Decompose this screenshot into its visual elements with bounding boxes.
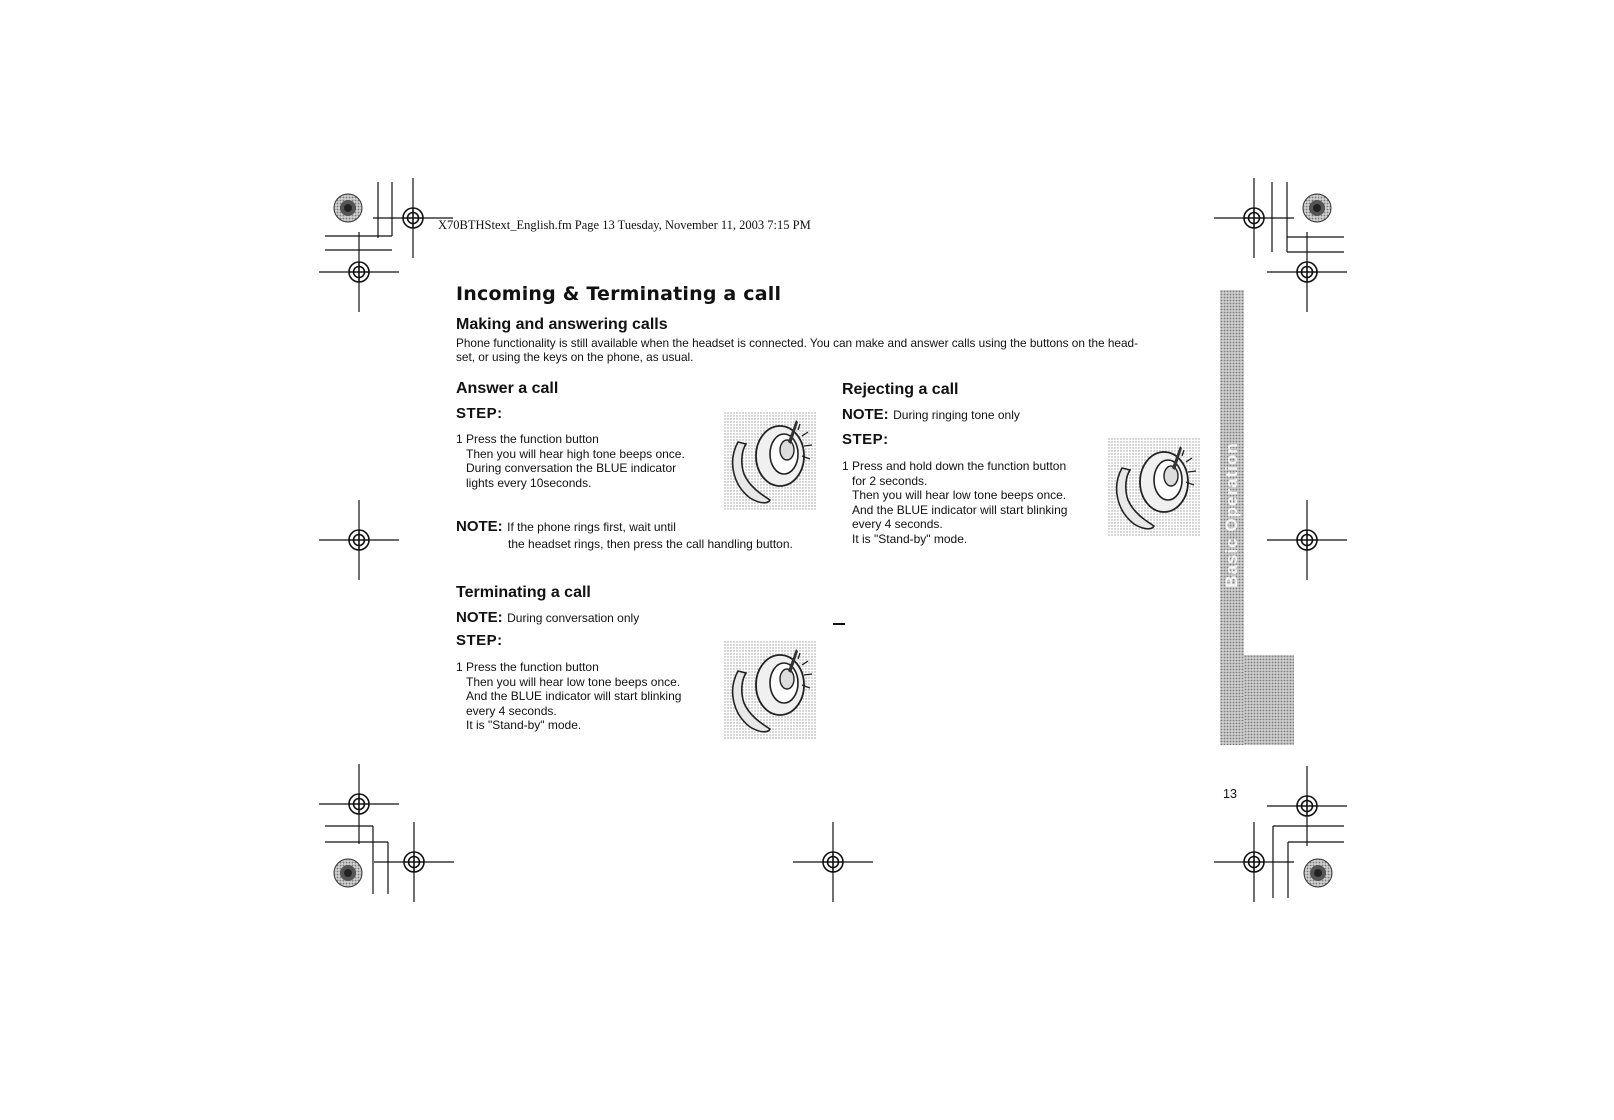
note-text: During conversation only bbox=[507, 611, 640, 625]
side-tab-shading bbox=[1244, 655, 1294, 745]
step-line: Then you will hear high tone beeps once. bbox=[466, 446, 685, 461]
answer-steps bbox=[456, 432, 685, 490]
step-line: for 2 seconds. bbox=[852, 473, 928, 488]
step-line: every 4 seconds. bbox=[852, 517, 943, 531]
answer-heading: Answer a call bbox=[456, 380, 559, 397]
answer-note bbox=[456, 518, 676, 536]
rejecting-step-label: STEP: bbox=[842, 431, 889, 448]
headset-illustration bbox=[724, 641, 816, 739]
color-bar-starburst-icon bbox=[1304, 859, 1332, 887]
making-text-line: Phone functionality is still available when the headset is connected. You can make and answer calls using the buttons on the head- bbox=[456, 336, 1139, 350]
answer-step-label: STEP: bbox=[456, 405, 503, 422]
terminating-step-label: STEP: bbox=[456, 632, 503, 649]
terminating-heading: Terminating a call bbox=[456, 584, 591, 601]
registration-mark-icon bbox=[1267, 500, 1347, 580]
step-line: Then you will hear low tone beeps once. bbox=[852, 488, 1067, 502]
step-line: lights every 10seconds. bbox=[466, 475, 592, 490]
registration-mark-icon bbox=[319, 500, 399, 580]
headset-illustration bbox=[724, 412, 816, 510]
terminating-note bbox=[456, 609, 639, 627]
making-text-line: set, or using the keys on the phone, as usual. bbox=[456, 349, 694, 364]
making-text bbox=[456, 337, 1216, 364]
rejecting-note bbox=[842, 406, 1020, 424]
registration-mark-icon bbox=[1214, 178, 1294, 258]
rejecting-heading: Rejecting a call bbox=[842, 381, 959, 398]
note-label: NOTE: bbox=[842, 406, 889, 423]
step-line: 1 Press the function button bbox=[456, 432, 599, 446]
registration-mark-icon bbox=[319, 764, 399, 844]
terminating-steps bbox=[456, 660, 681, 733]
step-line: It is "Stand-by" mode. bbox=[466, 718, 582, 732]
step-line: During conversation the BLUE indicator bbox=[466, 461, 677, 475]
registration-mark-icon bbox=[374, 822, 454, 902]
headset-illustration bbox=[1108, 438, 1200, 536]
step-line: Then you will hear low tone beeps once. bbox=[466, 674, 681, 689]
registration-mark-icon bbox=[319, 232, 399, 312]
answer-note-continued: the headset rings, then press the call handling button. bbox=[508, 537, 793, 551]
step-line: And the BLUE indicator will start blinking bbox=[466, 689, 682, 703]
note-text: If the phone rings first, wait until bbox=[507, 520, 676, 534]
registration-mark-icon bbox=[793, 822, 873, 902]
making-heading: Making and answering calls bbox=[456, 316, 668, 333]
step-line: 1 Press the function button bbox=[456, 660, 599, 674]
color-bar-starburst-icon bbox=[334, 194, 362, 222]
page-title: Incoming & Terminating a call bbox=[456, 283, 782, 305]
note-label: NOTE: bbox=[456, 518, 503, 535]
file-header: X70BTHStext_English.fm Page 13 Tuesday, November 11, 2003 7:15 PM bbox=[438, 218, 811, 232]
step-line: It is "Stand-by" mode. bbox=[852, 531, 968, 546]
step-line: 1 Press and hold down the function button bbox=[842, 459, 1067, 473]
note-label: NOTE: bbox=[456, 609, 503, 626]
side-tab-label: Basic Operation bbox=[1222, 442, 1241, 588]
rejecting-steps bbox=[842, 459, 1067, 546]
registration-mark-icon bbox=[1267, 232, 1347, 312]
color-bar-starburst-icon bbox=[1303, 194, 1331, 222]
page-number: 13 bbox=[1223, 787, 1237, 801]
color-bar-starburst-icon bbox=[334, 859, 362, 887]
step-line: every 4 seconds. bbox=[466, 703, 557, 718]
registration-mark-icon bbox=[1267, 766, 1347, 846]
step-line: And the BLUE indicator will start blinking bbox=[852, 502, 1068, 517]
note-text: During ringing tone only bbox=[893, 408, 1020, 422]
registration-mark-icon bbox=[1214, 822, 1294, 902]
